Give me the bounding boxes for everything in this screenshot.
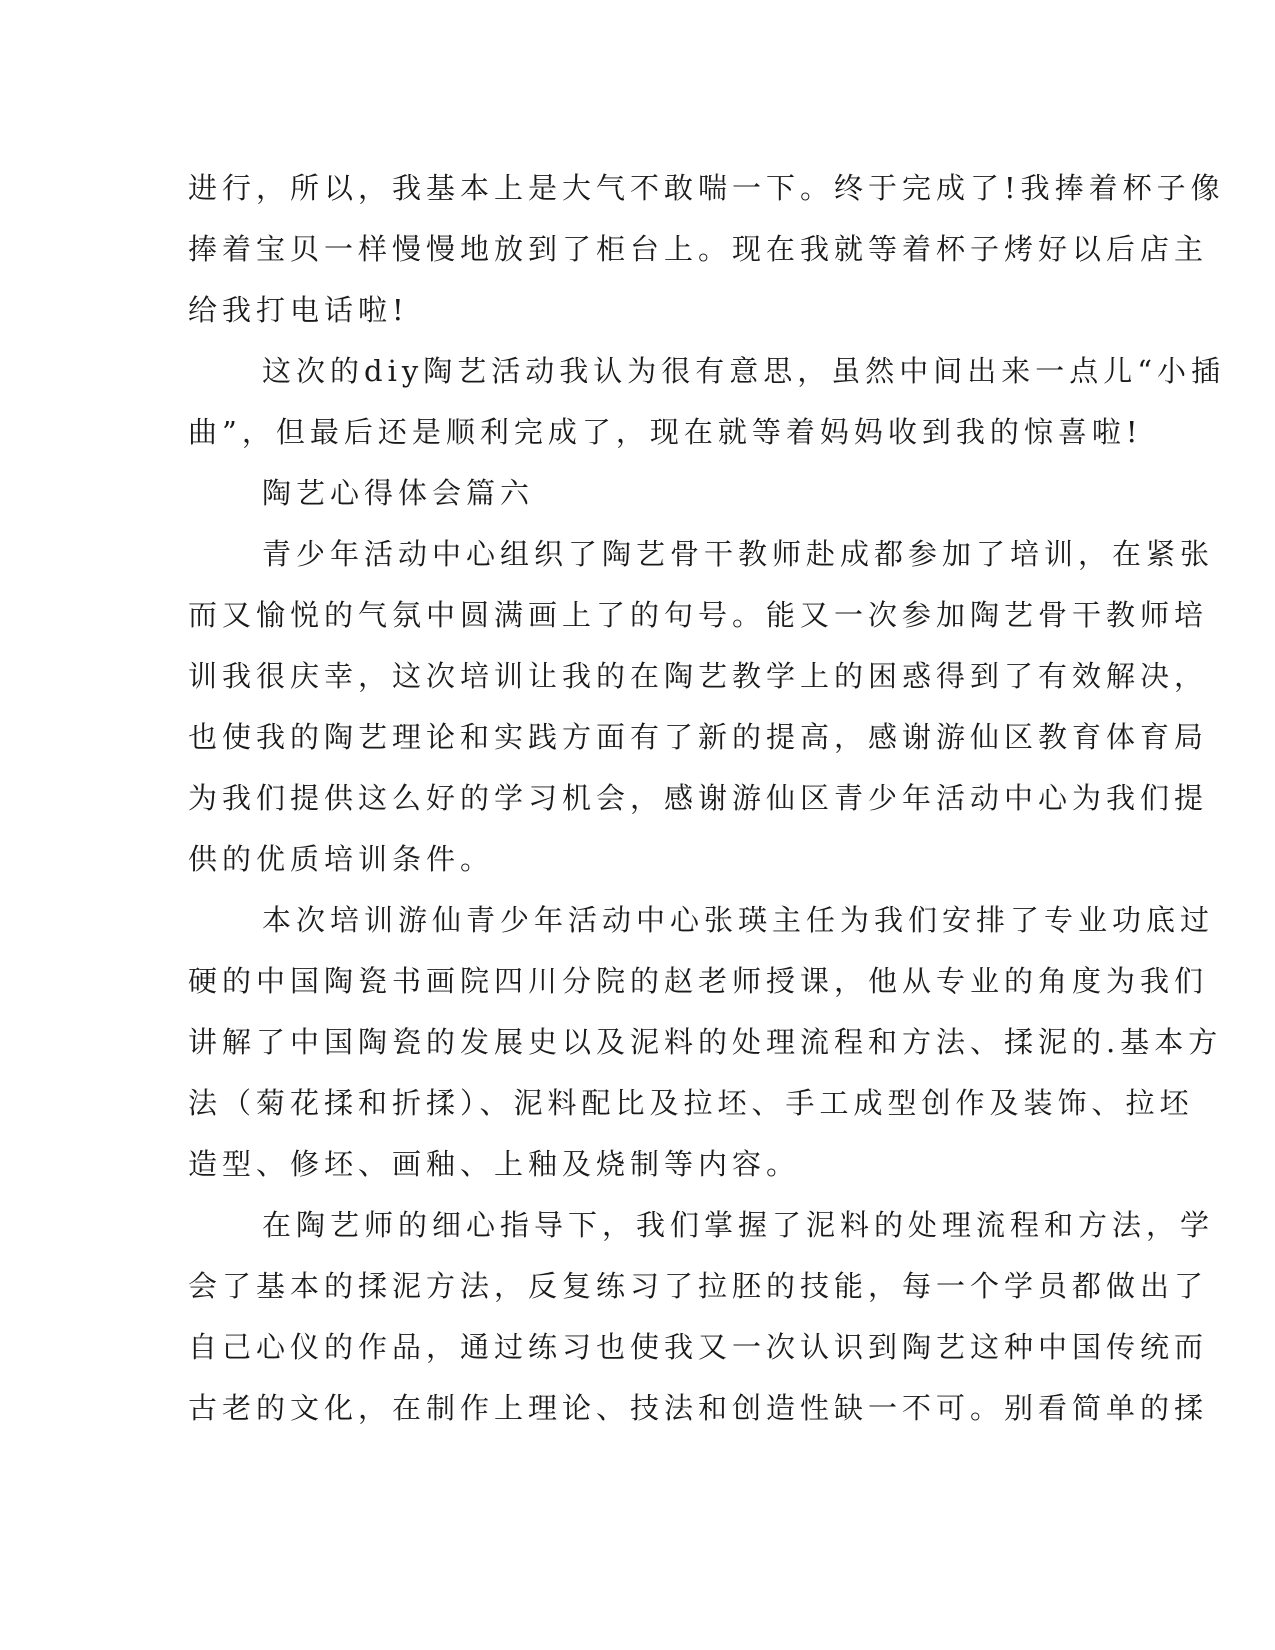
paragraph-line: 训我很庆幸，这次培训让我的在陶艺教学上的困惑得到了有效解决， bbox=[188, 659, 1209, 693]
paragraph-line: 供的优质培训条件。 bbox=[188, 842, 495, 876]
paragraph-line: 捧着宝贝一样慢慢地放到了柜台上。现在我就等着杯子烤好以后店主 bbox=[188, 232, 1209, 266]
paragraph-line: 给我打电话啦! bbox=[188, 293, 409, 327]
section-heading: 陶艺心得体会篇六 bbox=[262, 476, 535, 510]
paragraph-line: 青少年活动中心组织了陶艺骨干教师赴成都参加了培训，在紧张 bbox=[262, 537, 1215, 571]
paragraph-line: 讲解了中国陶瓷的发展史以及泥料的处理流程和方法、揉泥的.基本方 bbox=[188, 1025, 1223, 1059]
paragraph-line: 古老的文化，在制作上理论、技法和创造性缺一不可。别看简单的揉 bbox=[188, 1391, 1209, 1425]
paragraph-line: 为我们提供这么好的学习机会，感谢游仙区青少年活动中心为我们提 bbox=[188, 781, 1209, 815]
paragraph-line: 也使我的陶艺理论和实践方面有了新的提高，感谢游仙区教育体育局 bbox=[188, 720, 1209, 754]
paragraph-line: 造型、修坯、画釉、上釉及烧制等内容。 bbox=[188, 1147, 801, 1181]
paragraph-line: 本次培训游仙青少年活动中心张瑛主任为我们安排了专业功底过 bbox=[262, 903, 1215, 937]
paragraph-line: 自己心仪的作品，通过练习也使我又一次认识到陶艺这种中国传统而 bbox=[188, 1330, 1209, 1364]
paragraph-line: 硬的中国陶瓷书画院四川分院的赵老师授课，他从专业的角度为我们 bbox=[188, 964, 1209, 998]
paragraph-line: 在陶艺师的细心指导下，我们掌握了泥料的处理流程和方法，学 bbox=[262, 1208, 1215, 1242]
paragraph-line: 法（菊花揉和折揉）、泥料配比及拉坯、手工成型创作及装饰、拉坯 bbox=[188, 1086, 1194, 1120]
paragraph-line: 会了基本的揉泥方法，反复练习了拉胚的技能，每一个学员都做出了 bbox=[188, 1269, 1209, 1303]
paragraph-line: 进行，所以，我基本上是大气不敢喘一下。终于完成了!我捧着杯子像 bbox=[188, 171, 1225, 205]
paragraph-line: 曲”，但最后还是顺利完成了，现在就等着妈妈收到我的惊喜啦! bbox=[188, 415, 1143, 449]
paragraph-line: 这次的diy陶艺活动我认为很有意思，虽然中间出来一点儿“小插 bbox=[262, 354, 1226, 388]
paragraph-line: 而又愉悦的气氛中圆满画上了的句号。能又一次参加陶艺骨干教师培 bbox=[188, 598, 1209, 632]
